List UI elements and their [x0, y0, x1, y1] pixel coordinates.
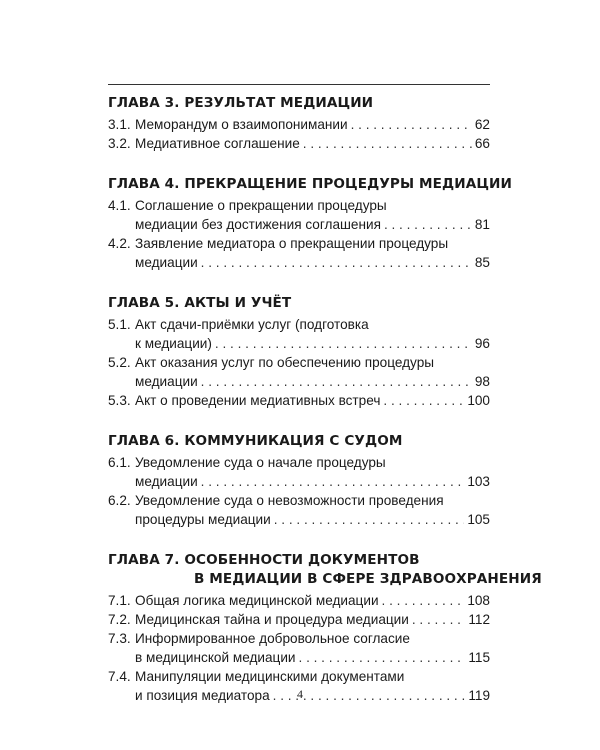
entry-last-line	[135, 253, 490, 272]
dot-leader	[274, 510, 465, 529]
chapter-heading-line: ГЛАВА 4. ПРЕКРАЩЕНИЕ ПРОЦЕДУРЫ МЕДИАЦИИ	[108, 176, 512, 192]
chapter-heading-line: ГЛАВА 6. КОММУНИКАЦИЯ С СУДОМ	[108, 433, 403, 449]
entry-last-line	[135, 648, 490, 667]
entry-body	[135, 315, 490, 353]
dot-leader	[215, 334, 472, 353]
section-number: 3.2.	[108, 136, 131, 151]
entry-title-line: Меморандум о взаимопонимании	[135, 117, 348, 132]
entry-page-number: 119	[468, 688, 490, 703]
page-number: 4	[297, 687, 303, 701]
chapter-heading	[108, 432, 490, 451]
entry-body	[135, 134, 490, 153]
entry-page-number: 115	[468, 650, 490, 665]
section-number: 7.3.	[108, 631, 131, 646]
chapter-block	[108, 175, 512, 272]
dot-leader	[412, 610, 465, 629]
entry-page-number: 112	[468, 612, 490, 627]
dot-leader	[201, 372, 472, 391]
entry-body	[135, 629, 490, 667]
section-number: 6.1.	[108, 455, 131, 470]
dot-leader	[383, 391, 464, 410]
entry-body	[135, 453, 490, 491]
entry-title-line: Медицинская тайна и процедура медиации	[135, 612, 409, 627]
entry-page-number: 66	[474, 136, 490, 151]
section-number: 6.2.	[108, 493, 131, 508]
toc-entry	[108, 391, 490, 410]
entry-title-line: Соглашение о прекращении процедуры	[135, 198, 387, 213]
entry-title-line: Общая логика медицинской медиации	[135, 593, 379, 608]
entry-title-line: медиации	[135, 474, 198, 489]
entry-title-line: Заявление медиатора о прекращении процедуры	[135, 236, 449, 251]
toc-entry	[108, 196, 490, 234]
entry-title-line: в медицинской медиации	[135, 650, 296, 665]
section-number: 3.1.	[108, 117, 131, 132]
entry-page-number: 103	[467, 474, 490, 489]
entry-last-line	[135, 591, 490, 610]
entry-body	[135, 610, 490, 629]
entry-title-line: медиации	[135, 374, 198, 389]
entry-last-line	[135, 372, 490, 391]
toc-entry	[108, 234, 490, 272]
entry-page-number: 98	[474, 374, 490, 389]
entry-page-number: 105	[467, 512, 490, 527]
dot-leader	[351, 115, 472, 134]
toc-entry	[108, 610, 490, 629]
toc-entry	[108, 315, 490, 353]
entry-page-number: 62	[474, 117, 490, 132]
entry-title-line: Уведомление суда о начале процедуры	[135, 455, 386, 470]
entry-last-line	[135, 510, 490, 529]
entry-page-number: 81	[474, 217, 490, 232]
entry-body	[135, 196, 490, 234]
entry-last-line	[135, 334, 490, 353]
table-of-contents	[108, 94, 542, 727]
section-number: 7.4.	[108, 669, 131, 684]
section-number: 5.2.	[108, 355, 131, 370]
entry-title-line: Акт о проведении медиативных встреч	[135, 393, 381, 408]
section-number: 7.2.	[108, 612, 131, 627]
chapter-heading	[108, 294, 490, 313]
toc-entry	[108, 491, 490, 529]
entry-body	[135, 491, 490, 529]
entry-body	[135, 391, 490, 410]
entry-last-line	[135, 391, 490, 410]
toc-entry	[108, 115, 490, 134]
entry-title-line: Медиативное соглашение	[135, 136, 300, 151]
chapter-heading	[108, 551, 542, 589]
top-rule	[108, 84, 490, 85]
entry-last-line	[135, 610, 490, 629]
chapter-block	[108, 294, 490, 410]
toc-entry	[108, 453, 490, 491]
entry-title-line: медиации без достижения соглашения	[135, 217, 381, 232]
entry-page-number: 96	[474, 336, 490, 351]
chapter-block	[108, 94, 490, 153]
dot-leader	[303, 134, 472, 153]
entry-page-number: 85	[474, 255, 490, 270]
section-number: 5.1.	[108, 317, 131, 332]
dot-leader	[384, 215, 472, 234]
entry-body	[135, 353, 490, 391]
entry-body	[135, 115, 490, 134]
entry-body	[135, 234, 490, 272]
chapter-block	[108, 551, 542, 705]
dot-leader	[382, 591, 465, 610]
entry-title-line: Манипуляции медицинскими документами	[135, 669, 405, 684]
entry-title-line: процедуры медиации	[135, 512, 271, 527]
chapter-heading-line: В МЕДИАЦИИ В СФЕРЕ ЗДРАВООХРАНЕНИЯ	[194, 571, 542, 587]
section-number: 4.1.	[108, 198, 131, 213]
section-number: 7.1.	[108, 593, 131, 608]
chapter-block	[108, 432, 490, 529]
entry-title-line: и позиция медиатора	[135, 688, 270, 703]
section-number: 4.2.	[108, 236, 131, 251]
toc-entry	[108, 353, 490, 391]
toc-entry	[108, 591, 490, 610]
entry-title-line: Акт оказания услуг по обеспечению процедуры	[135, 355, 435, 370]
entry-title-line: к медиации)	[135, 336, 212, 351]
entry-last-line	[135, 134, 490, 153]
section-number: 5.3.	[108, 393, 131, 408]
entry-title-line: Акт сдачи-приёмки услуг (подготовка	[135, 317, 369, 332]
entry-page-number: 108	[467, 593, 490, 608]
chapter-heading-line: ГЛАВА 5. АКТЫ И УЧЁТ	[108, 295, 292, 311]
entry-body	[135, 591, 490, 610]
entry-last-line	[135, 472, 490, 491]
entry-page-number: 100	[467, 393, 490, 408]
chapter-heading-line: ГЛАВА 3. РЕЗУЛЬТАТ МЕДИАЦИИ	[108, 95, 374, 111]
entry-title-line: Уведомление суда о невозможности проведения	[135, 493, 444, 508]
toc-entry	[108, 134, 490, 153]
chapter-heading	[108, 175, 512, 194]
dot-leader	[201, 253, 472, 272]
toc-entry	[108, 629, 490, 667]
dot-leader	[299, 648, 466, 667]
entry-last-line	[135, 115, 490, 134]
entry-title-line: Информированное добровольное согласие	[135, 631, 410, 646]
dot-leader	[201, 472, 465, 491]
entry-title-line: медиации	[135, 255, 198, 270]
chapter-heading-line: ГЛАВА 7. ОСОБЕННОСТИ ДОКУМЕНТОВ	[108, 552, 420, 568]
chapter-heading	[108, 94, 490, 113]
entry-last-line	[135, 215, 490, 234]
